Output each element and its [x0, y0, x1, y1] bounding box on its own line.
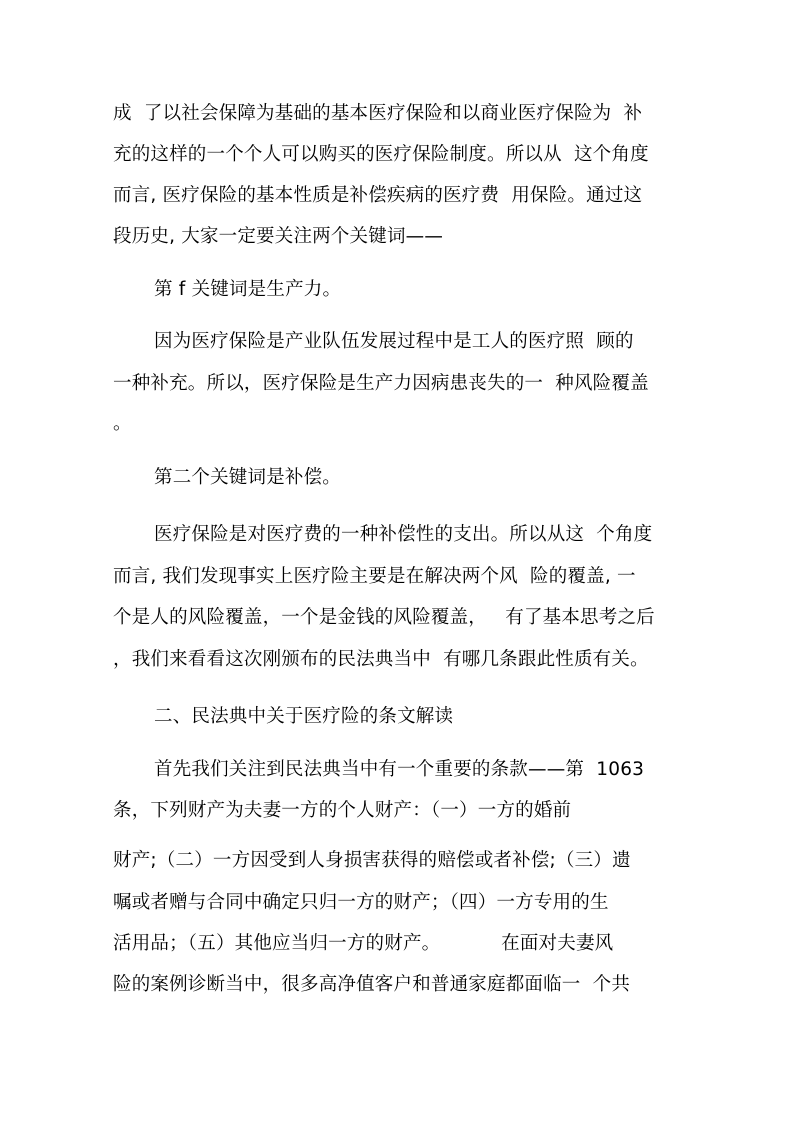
text-line: 嘱或者赠与合同中确定只归一方的财产；（四）一方专用的生 — [113, 892, 609, 913]
text-line: 一种补充。所以，医疗保险是生产力因病患丧失的一 种风险覆盖 — [113, 373, 649, 394]
text-line: 活用品；（五）其他应当归一方的财产。 在面对夫妻风 — [113, 933, 614, 954]
text-line: 成 了以社会保障为基础的基本医疗保险和以商业医疗保险为 补 — [113, 103, 643, 124]
text-line: 充的这样的一个个人可以购买的医疗保险制度。所以从 这个角度 — [113, 144, 649, 165]
text-line: 险的案例诊断当中，很多高净值客户和普通家庭都面临一 个共 — [113, 974, 631, 995]
text-line: 第 f 关键词是生产力。 — [154, 279, 342, 300]
text-line: ，我们来看看这次刚颁布的民法典当中 有哪几条跟此性质有关。 — [113, 649, 649, 670]
text-line: 个是人的风险覆盖，一个是金钱的风险覆盖， 有了基本思考之后 — [113, 607, 655, 628]
text-line: 条，下列财产为夫妻一方的个人财产：（一）一方的婚前 — [113, 800, 572, 821]
text-line: 因为医疗保险是产业队伍发展过程中是工人的医疗照 顾的 — [154, 331, 634, 352]
text-line: 第二个关键词是补偿。 — [154, 467, 342, 488]
text-line: 段历史, 大家一定要关注两个关键词—— — [113, 226, 444, 247]
text-line: 而言, 医疗保险的基本性质是补偿疾病的医疗费 用保险。通过这 — [113, 185, 643, 206]
text-line: 医疗保险是对医疗费的一种补偿性的支出。所以从这 个角度 — [154, 524, 653, 545]
text-line: 首先我们关注到民法典当中有一个重要的条款——第 1063 — [154, 759, 645, 780]
text-line: 。 — [113, 413, 132, 434]
section-heading: 二、民法典中关于医疗险的条文解读 — [154, 706, 454, 727]
text-line: 而言, 我们发现事实上医疗险主要是在解决两个风 险的覆盖, 一 — [113, 566, 636, 587]
text-line: 财产;（二）一方因受到人身损害获得的赔偿或者补偿;（三）遗 — [113, 850, 631, 871]
